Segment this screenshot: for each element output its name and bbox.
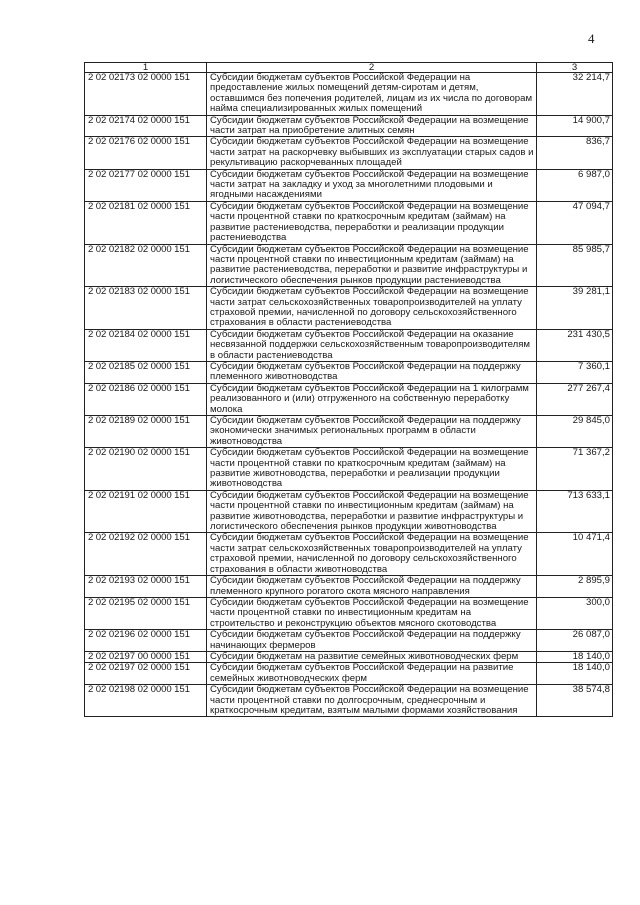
classification-code-cell: 2 02 02197 00 0000 151 [85, 651, 207, 662]
description-cell: Субсидии бюджетам субъектов Российской Федерации на поддержку начинающих фермеров [207, 630, 537, 652]
classification-code-cell: 2 02 02191 02 0000 151 [85, 490, 207, 533]
amount-cell: 6 987,0 [537, 169, 613, 201]
classification-code-cell: 2 02 02193 02 0000 151 [85, 576, 207, 598]
description-cell: Субсидии бюджетам субъектов Российской Федерации на возмещение части процентной ставки по долгосрочным, среднесрочным и краткосрочным кредитам, взятым малыми формами хозяйствования [207, 685, 537, 717]
classification-code-cell: 2 02 02192 02 0000 151 [85, 533, 207, 576]
table-row [85, 115, 613, 137]
description-cell: Субсидии бюджетам субъектов Российской Федерации на предоставление жилых помещений детям-сиротам и детям, оставшимся без попечения родителей, лицам из их числа по договорам найма специализированных жилых помещений [207, 73, 537, 116]
classification-code-cell: 2 02 02198 02 0000 151 [85, 685, 207, 717]
amount-cell: 14 900,7 [537, 115, 613, 137]
page-number: 4 [588, 31, 595, 46]
table-header-row [85, 63, 613, 73]
amount-cell: 18 140,0 [537, 663, 613, 685]
table-row [85, 287, 613, 330]
amount-cell: 26 087,0 [537, 630, 613, 652]
table-row [85, 490, 613, 533]
amount-cell: 2 895,9 [537, 576, 613, 598]
description-cell: Субсидии бюджетам субъектов Российской Федерации на возмещение части затрат сельскохозяйственных товаропроизводителей на уплату страховой премии, начисленной по договору сельскохозяйственного страхования в области растениеводства [207, 287, 537, 330]
table-row [85, 169, 613, 201]
classification-code-cell: 2 02 02176 02 0000 151 [85, 137, 207, 169]
classification-code-cell: 2 02 02189 02 0000 151 [85, 416, 207, 448]
table-body [85, 73, 613, 717]
column-header-code: 1 [85, 63, 207, 73]
amount-cell: 32 214,7 [537, 73, 613, 116]
classification-code-cell: 2 02 02184 02 0000 151 [85, 329, 207, 361]
description-cell: Субсидии бюджетам субъектов Российской Федерации на возмещение части затрат на закладку и уход за многолетними плодовыми и ягодными насаждениями [207, 169, 537, 201]
classification-code-cell: 2 02 02196 02 0000 151 [85, 630, 207, 652]
amount-cell: 713 633,1 [537, 490, 613, 533]
classification-code-cell: 2 02 02185 02 0000 151 [85, 361, 207, 383]
amount-cell: 18 140,0 [537, 651, 613, 662]
description-cell: Субсидии бюджетам субъектов Российской Федерации на поддержку племенного животноводства [207, 361, 537, 383]
classification-code-cell: 2 02 02197 02 0000 151 [85, 663, 207, 685]
table-row [85, 533, 613, 576]
description-cell: Субсидии бюджетам субъектов Российской Федерации на возмещение части процентной ставки по инвестиционным кредитам (займам) на развитие животноводства, переработки и развитие инфраструктуры и логистического обеспечения рынков продукции животноводства [207, 490, 537, 533]
classification-code-cell: 2 02 02195 02 0000 151 [85, 597, 207, 629]
classification-code-cell: 2 02 02173 02 0000 151 [85, 73, 207, 116]
amount-cell: 47 094,7 [537, 201, 613, 244]
table-row [85, 685, 613, 717]
amount-cell: 300,0 [537, 597, 613, 629]
amount-cell: 277 267,4 [537, 383, 613, 415]
amount-cell: 38 574,8 [537, 685, 613, 717]
description-cell: Субсидии бюджетам субъектов Российской Федерации на 1 килограмм реализованного и (или) отгруженного на собственную переработку молока [207, 383, 537, 415]
description-cell: Субсидии бюджетам субъектов Российской Федерации на возмещение части процентной ставки по краткосрочным кредитам (займам) на развитие растениеводства, переработки и реализации продукции растениеводства [207, 201, 537, 244]
classification-code-cell: 2 02 02182 02 0000 151 [85, 244, 207, 287]
description-cell: Субсидии бюджетам субъектов Российской Федерации на возмещение части процентной ставки по инвестиционным кредитам (займам) на развитие растениеводства, переработки и развитие инфраструктуры и логистического обеспечения рынков продукции растениеводства [207, 244, 537, 287]
column-header-amount: 3 [537, 63, 613, 73]
description-cell: Субсидии бюджетам субъектов Российской Федерации на поддержку экономически значимых региональных программ в области животноводства [207, 416, 537, 448]
amount-cell: 231 430,5 [537, 329, 613, 361]
column-header-description: 2 [207, 63, 537, 73]
table-row [85, 576, 613, 598]
description-cell: Субсидии бюджетам субъектов Российской Федерации на возмещение части процентной ставки по краткосрочным кредитам (займам) на развитие животноводства, переработки и реализации продукции животноводства [207, 448, 537, 491]
table-row [85, 663, 613, 685]
amount-cell: 85 985,7 [537, 244, 613, 287]
description-cell: Субсидии бюджетам на развитие семейных животноводческих ферм [207, 651, 537, 662]
table-row [85, 201, 613, 244]
table-row [85, 383, 613, 415]
table-row [85, 73, 613, 116]
table-row [85, 448, 613, 491]
classification-code-cell: 2 02 02174 02 0000 151 [85, 115, 207, 137]
description-cell: Субсидии бюджетам субъектов Российской Федерации на возмещение части затрат на раскорчевку выбывших из эксплуатации старых садов и рекультивацию раскорчеванных площадей [207, 137, 537, 169]
classification-code-cell: 2 02 02186 02 0000 151 [85, 383, 207, 415]
description-cell: Субсидии бюджетам субъектов Российской Федерации на поддержку племенного крупного рогатого скота мясного направления [207, 576, 537, 598]
table-row [85, 651, 613, 662]
classification-code-cell: 2 02 02190 02 0000 151 [85, 448, 207, 491]
amount-cell: 836,7 [537, 137, 613, 169]
table-row [85, 329, 613, 361]
amount-cell: 29 845,0 [537, 416, 613, 448]
amount-cell: 71 367,2 [537, 448, 613, 491]
amount-cell: 39 281,1 [537, 287, 613, 330]
amount-cell: 7 360,1 [537, 361, 613, 383]
description-cell: Субсидии бюджетам субъектов Российской Федерации на возмещение части затрат сельскохозяйственных товаропроизводителей на уплату страховой премии, начисленной по договору сельскохозяйственного страхования в области животноводства [207, 533, 537, 576]
description-cell: Субсидии бюджетам субъектов Российской Федерации на возмещение части процентной ставки по инвестиционным кредитам на строительство и реконструкцию объектов мясного скотоводства [207, 597, 537, 629]
amount-cell: 10 471,4 [537, 533, 613, 576]
classification-code-cell: 2 02 02183 02 0000 151 [85, 287, 207, 330]
classification-code-cell: 2 02 02181 02 0000 151 [85, 201, 207, 244]
table-row [85, 416, 613, 448]
table-row [85, 137, 613, 169]
table-row [85, 630, 613, 652]
classification-code-cell: 2 02 02177 02 0000 151 [85, 169, 207, 201]
table-row [85, 361, 613, 383]
table-row [85, 597, 613, 629]
table-row [85, 244, 613, 287]
description-cell: Субсидии бюджетам субъектов Российской Федерации на оказание несвязанной поддержки сельскохозяйственным товаропроизводителям в области растениеводства [207, 329, 537, 361]
budget-revenue-table [84, 62, 613, 717]
description-cell: Субсидии бюджетам субъектов Российской Федерации на возмещение части затрат на приобретение элитных семян [207, 115, 537, 137]
description-cell: Субсидии бюджетам субъектов Российской Федерации на развитие семейных животноводческих ферм [207, 663, 537, 685]
